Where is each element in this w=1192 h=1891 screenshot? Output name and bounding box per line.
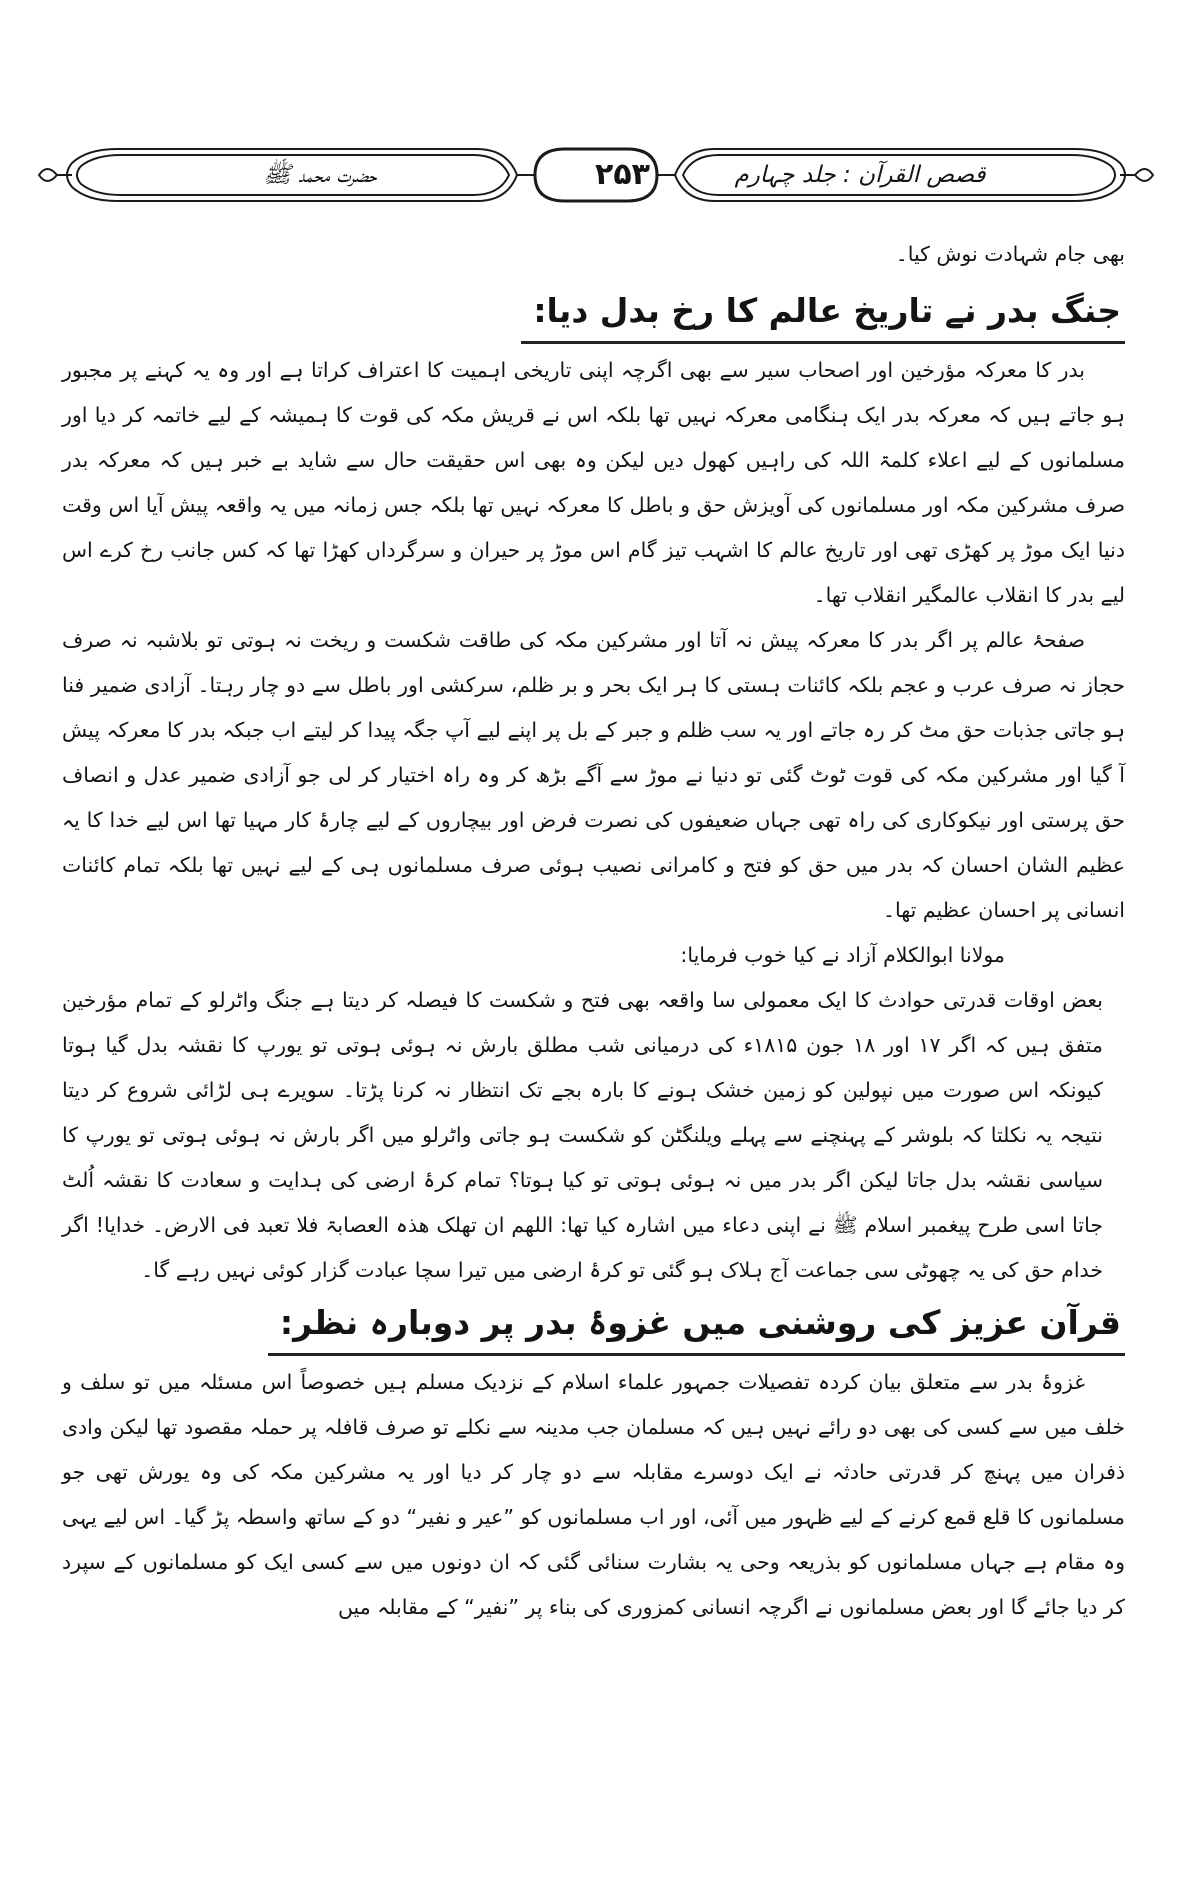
opening-line: بھی جام شہادت نوش کیا۔ xyxy=(895,242,1125,266)
section-heading-2: قرآن عزیز کی روشنی میں غزوۂ بدر پر دوبارہ نظر: xyxy=(268,1295,1125,1356)
paragraph-3: غزوۂ بدر سے متعلق بیان کردہ تفصیلات جمہور علماء اسلام کے نزدیک مسلم ہیں خصوصاً اس مسئلہ میں تو سلف و خلف میں سے کسی کی بھی دو رائے نہیں ہیں کہ مسلمان جب مدینہ سے نکلے تو صرف قافلہ پر حملہ مقصود تھا لیکن وادی ذفران میں پہنچ کر قدرتی حادثہ نے ایک دوسرے مقابلہ سے دو چار کر دیا اور یہ مشرکین مکہ کی وہ یورش تھی جو مسلمانوں کا قلع قمع کرنے کے لیے ظہور میں آئی، اور اب مسلمانوں کو ”عیر و نفیر“ دو کے ساتھ واسطہ پڑ گیا۔ اس لیے یہی وہ مقام ہے جہاں مسلمانوں کو بذریعہ وحی یہ بشارت سنائی گئی کہ ان دونوں میں سے کسی ایک کو مسلمانوں کے سپرد کر دیا جائے گا اور بعض مسلمانوں نے اگرچہ انسانی کمزوری کی بناء پر ”نفیر“ کے مقابلہ میں xyxy=(62,1370,1125,1619)
page-content xyxy=(62,232,1125,1630)
paragraph-1: بدر کا معرکہ مؤرخین اور اصحاب سیر سے بھی اگرچہ اپنی تاریخی اہمیت کا اعتراف کراتا ہے اور وہ یہ کہنے پر مجبور ہو جاتے ہیں کہ معرکہ بدر ایک ہنگامی معرکہ نہیں تھا بلکہ اس نے قریش مکہ کی قوت کا ہمیشہ کے لیے خاتمہ کر دیا اور مسلمانوں کے لیے اعلاء کلمۃ اللہ کی راہیں کھول دیں لیکن وہ بھی اس حقیقت حال سے شاید بے خبر ہیں کہ معرکہ بدر صرف مشرکین مکہ اور مسلمانوں کی آویزش حق و باطل کا معرکہ نہیں تھا بلکہ جس زمانہ میں یہ واقعہ پیش آیا اس وقت دنیا ایک موڑ پر کھڑی تھی اور تاریخ عالم کا اشہب تیز گام اس موڑ پر حیران و سرگرداں کھڑا تھا کہ کس جانب رخ کرے اس لیے بدر کا انقلاب عالمگیر انقلاب تھا۔ xyxy=(62,358,1125,607)
section-heading-1: جنگ بدر نے تاریخ عالم کا رخ بدل دیا: xyxy=(521,283,1125,344)
quote-intro: مولانا ابوالکلام آزاد نے کیا خوب فرمایا: xyxy=(680,943,1005,967)
section-heading-wrap-2 xyxy=(62,1293,1125,1360)
book-title: قصص القرآن : جلد چہارم xyxy=(734,162,986,188)
quote-block: بعض اوقات قدرتی حوادث کا ایک معمولی سا واقعہ بھی فتح و شکست کا فیصلہ کر دیتا ہے جنگ واٹرلو کے تمام مؤرخین متفق ہیں کہ اگر ۱۷ اور ۱۸ جون ۱۸۱۵ء کی درمیانی شب مطلق بارش نہ ہوئی ہوتی تو یورپ کا نقشہ بدل گیا ہوتا کیونکہ اس صورت میں نپولین کو زمین خشک ہونے کا بارہ بجے تک انتظار نہ کرنا پڑتا۔ سویرے ہی لڑائی شروع کر دیتا نتیجہ یہ نکلتا کہ بلوشر کے پہنچنے سے پہلے ویلنگٹن کو شکست ہو جاتی واٹرلو میں اگر بارش نہ ہوئی ہوتی تو یورپ کا سیاسی نقشہ بدل جاتا لیکن اگر بدر میں نہ ہوئی ہوتی تو کیا ہوتا؟ تمام کرۂ ارضی کی ہدایت و سعادت کا نقشہ اُلٹ جاتا اسی طرح پیغمبر اسلام ﷺ نے اپنی دعاء میں اشارہ کیا تھا: اللھم ان تھلک ھذہ العصابۃ فلا تعبد فی الارض۔ خدایا! اگر خدام حق کی یہ چھوٹی سی جماعت آج ہلاک ہو گئی تو کرۂ ارضی میں تیرا سچا عبادت گزار کوئی نہیں رہے گا۔ xyxy=(62,988,1103,1282)
page-header xyxy=(35,135,1157,215)
chapter-title: حضرت محمد ﷺ xyxy=(263,162,377,188)
section-heading-wrap xyxy=(62,281,1125,348)
paragraph-2: صفحۂ عالم پر اگر بدر کا معرکہ پیش نہ آتا اور مشرکین مکہ کی طاقت شکست و ریخت نہ ہوتی تو بلاشبہ نہ صرف حجاز نہ صرف عرب و عجم بلکہ کائنات ہستی کا ہر ایک بحر و بر ظلم، سرکشی اور باطل سے دو چار رہتا۔ آزادی ضمیر فنا ہو جاتی جذبات حق مٹ کر رہ جاتے اور یہ سب ظلم و جبر کے بل پر اپنے لیے آپ جگہ پیدا کر لیتے اب جبکہ بدر کا معرکہ پیش آ گیا اور مشرکین مکہ کی قوت ٹوٹ گئی تو دنیا نے موڑ سے آگے بڑھ کر وہ راہ اختیار کر لی جو آزادی ضمیر عدل و انصاف حق پرستی اور نیکوکاری کی راہ تھی جہاں ضعیفوں کی نصرت فرض اور بیچاروں کے لیے چارۂ کار مہیا تھا اس لیے خدا کا یہ عظیم الشان احسان کہ بدر میں حق کو فتح و کامرانی نصیب ہوئی صرف مسلمانوں ہی کے لیے نہیں تھا بلکہ تمام کائنات انسانی پر احسان عظیم تھا۔ xyxy=(62,628,1125,922)
page-number: ۲۵۳ xyxy=(595,157,650,192)
